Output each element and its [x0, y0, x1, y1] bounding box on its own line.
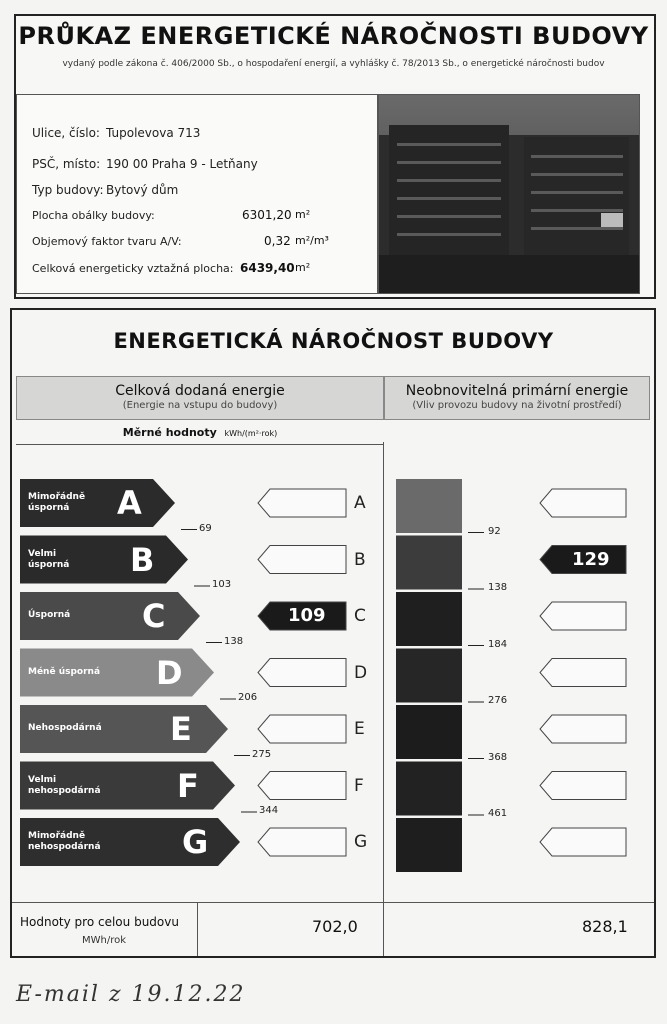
document-title: PRŮKAZ ENERGETICKÉ NÁROČNOSTI BUDOVY [18, 22, 649, 50]
box-letter-c: C [354, 606, 366, 626]
box-letter-f: F [354, 775, 364, 796]
primary-bar-a [396, 479, 462, 533]
section-title: ENERGETICKÁ NÁROČNOST BUDOVY [113, 329, 554, 353]
total-area-value: 6439,40 [240, 261, 295, 275]
merne-text: Měrné hodnoty [122, 426, 217, 439]
totals-right-value: 828,1 [582, 917, 628, 936]
right-sub: (Vliv provozu budovy na životní prostředí) [412, 400, 622, 411]
left-threshold-5: 275 [252, 748, 272, 760]
type-value: Bytový dům [106, 183, 179, 197]
left-threshold-1: 69 [199, 522, 212, 534]
class-letter-g: G [182, 823, 209, 861]
area-label: Plocha obálky budovy: [32, 209, 155, 222]
right-threshold-3: 184 [488, 638, 508, 650]
psc-label: PSČ, místo: [32, 157, 101, 171]
class-label-e: Nehospodárná [28, 723, 102, 733]
type-label: Typ budovy: [32, 183, 104, 197]
totals-label: Hodnoty pro celou budovu [20, 915, 179, 929]
right-threshold-1: 92 [488, 525, 501, 537]
right-threshold-6: 461 [488, 808, 508, 819]
totals-left-value: 702,0 [312, 917, 358, 936]
right-rating-box-e [540, 715, 626, 743]
factor-value: 0,32 [264, 234, 291, 248]
class-letter-a: A [117, 484, 142, 522]
box-letter-d: D [354, 662, 368, 683]
class-letter-d: D [156, 653, 183, 692]
totals-unit: MWh/rok [82, 935, 127, 946]
merne-unit: kWh/(m²·rok) [224, 429, 278, 438]
left-rating-box-a [258, 489, 346, 517]
left-head: Celková dodaná energie [115, 383, 285, 399]
left-sub: (Energie na vstupu do budovy) [122, 400, 278, 411]
street-value: Tupolevova 713 [106, 126, 201, 140]
primary-bar-c [396, 592, 462, 646]
document-subtitle: vydaný podle zákona č. 406/2000 Sb., o hospodaření energií, a vyhlášky č. 78/2013 Sb., o energetické náročnosti budov [62, 59, 605, 69]
left-threshold-4: 206 [238, 692, 258, 703]
right-rating-box-d [540, 659, 626, 687]
total-area-unit: m² [295, 261, 311, 274]
left-threshold-2: 103 [212, 579, 232, 590]
right-rating-box-g [540, 828, 626, 856]
class-label-a: Mimořádně úsporná [28, 492, 86, 513]
left-rating-box-f [258, 772, 346, 800]
left-threshold-3: 138 [224, 635, 244, 647]
class-label-c: Úsporná [28, 610, 71, 620]
right-threshold-2: 138 [488, 582, 508, 593]
right-rating-box-c [540, 602, 626, 630]
class-label-g: Mimořádně nehospodárná [28, 831, 101, 852]
total-area-label: Celková energeticky vztažná plocha: [32, 262, 234, 275]
class-letter-f: F [177, 766, 199, 805]
box-letter-a: A [354, 493, 366, 513]
box-letter-g: G [354, 832, 368, 852]
class-letter-b: B [130, 540, 155, 579]
primary-bar-g [396, 818, 462, 872]
left-rating-box-e [258, 715, 346, 743]
box-letter-b: B [354, 549, 366, 570]
left-rating-box-b [258, 546, 346, 574]
class-label-b: Velmi úsporná [28, 548, 70, 570]
totals-divider-2 [383, 902, 384, 956]
left-threshold-6: 344 [259, 805, 279, 816]
right-threshold-4: 276 [488, 695, 508, 706]
right-rating-box-f [540, 772, 626, 800]
handwritten-note: E-mail z 19.12.22 [16, 982, 246, 1007]
primary-bar-b [396, 536, 462, 590]
right-threshold-5: 368 [488, 751, 508, 763]
right-rating-box-a [540, 489, 626, 517]
box-letter-e: E [354, 719, 365, 739]
left-rating-box-d [258, 659, 346, 687]
class-letter-e: E [170, 710, 192, 748]
class-label-d: Méně úsporná [28, 666, 101, 677]
right-rating-value: 129 [572, 548, 610, 570]
class-letter-c: C [142, 597, 166, 635]
area-value: 6301,20 [242, 208, 292, 222]
factor-label: Objemový faktor tvaru A/V: [32, 235, 182, 248]
totals-divider-1 [197, 902, 198, 956]
primary-bar-f [396, 762, 462, 816]
factor-unit: m²/m³ [295, 234, 329, 247]
right-head: Neobnovitelná primární energie [405, 383, 629, 399]
class-label-f: Velmi nehospodárná [28, 774, 101, 796]
left-rating-value: 109 [288, 605, 326, 626]
primary-bar-e [396, 705, 462, 759]
primary-bar-d [396, 649, 462, 703]
psc-value: 190 00 Praha 9 - Letňany [106, 157, 258, 171]
area-unit: m² [295, 208, 311, 221]
street-label: Ulice, číslo: [32, 126, 100, 140]
left-rating-box-g [258, 828, 346, 856]
